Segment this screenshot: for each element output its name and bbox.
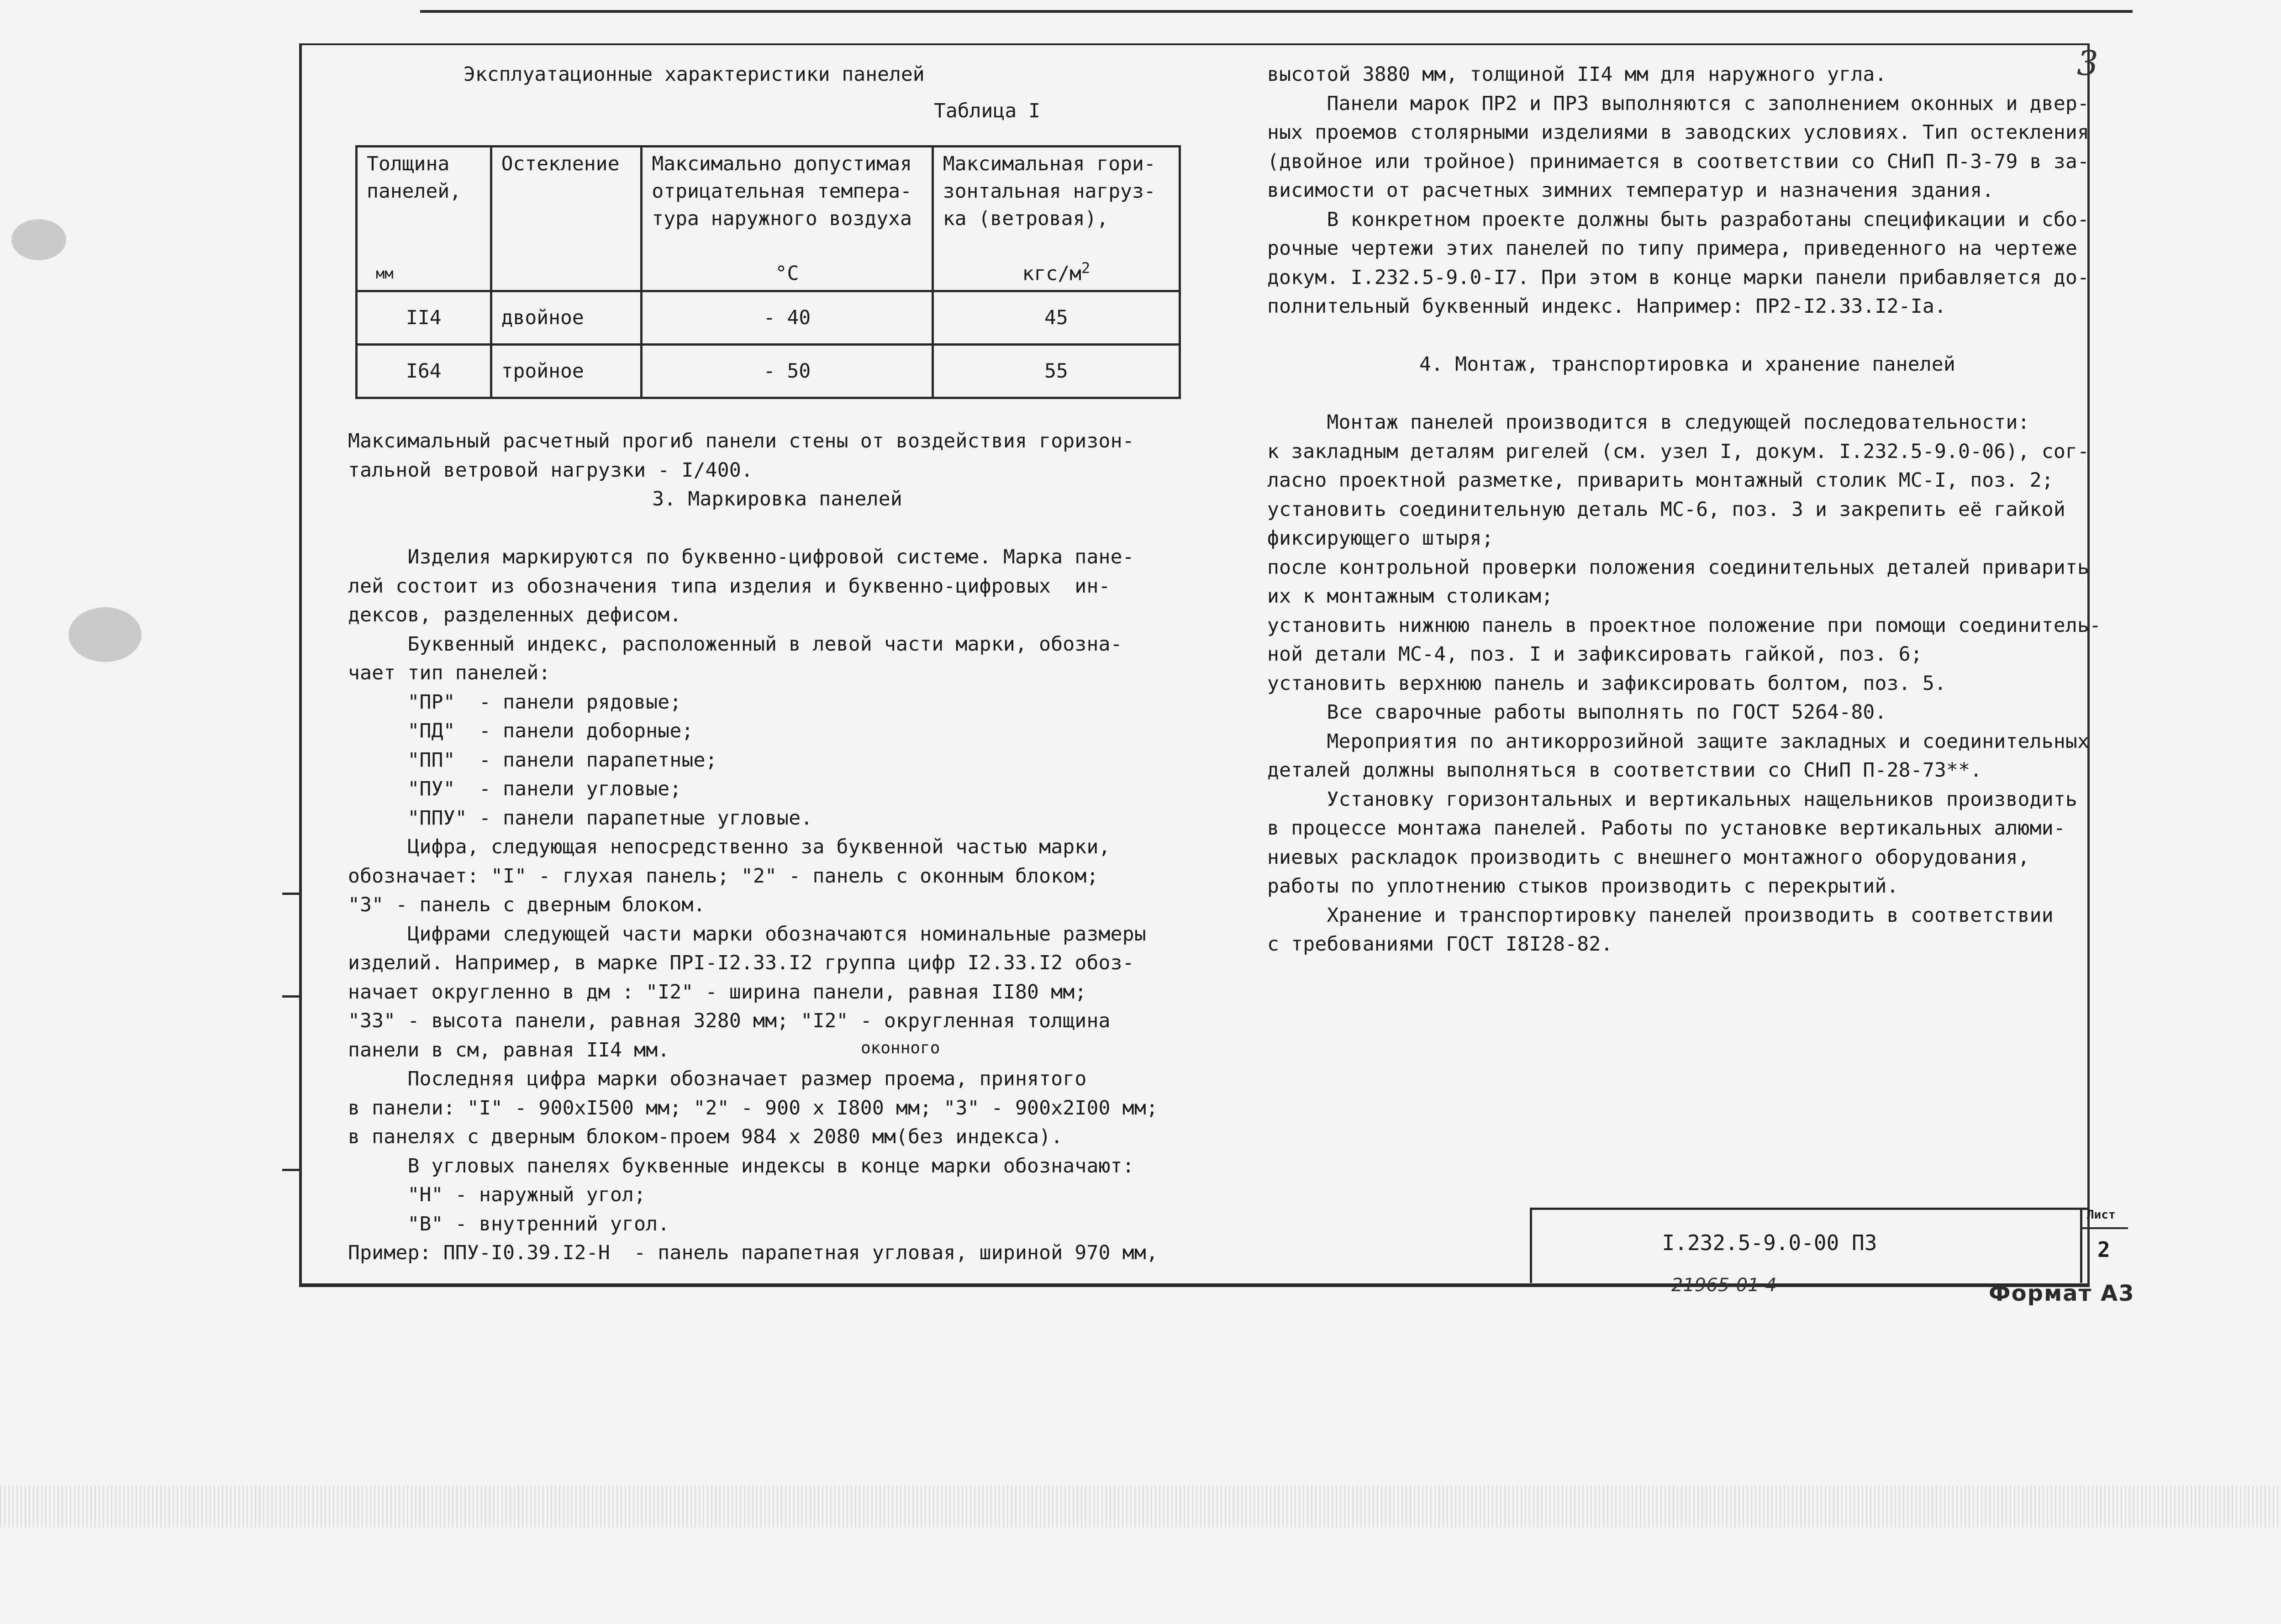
- text-line: Установку горизонтальных и вертикальных нащельников производить: [1267, 788, 2077, 811]
- margin-tick: [282, 1169, 300, 1171]
- sheet-label: Лист: [2087, 1208, 2116, 1222]
- title-block: [1530, 1208, 2116, 1283]
- text-line: деталей должны выполняться в соответствии со СНиП П-28-73**.: [1267, 759, 1982, 782]
- inventory-number: 21965-01 4: [1671, 1275, 1777, 1296]
- text-line: Изделия маркируются по буквенно-цифровой системе. Марка пане-: [348, 546, 1134, 568]
- left-column-text: [348, 427, 1206, 1268]
- text-line: "33" - высота панели, равная 3280 мм; "I2" - округленная толщина: [348, 1009, 1111, 1032]
- text-line: высотой 3880 мм, толщиной II4 мм для наружного угла.: [1267, 63, 1887, 86]
- text-line: тальной ветровой нагрузки - I/400.: [348, 458, 753, 482]
- text-line: Все сварочные работы выполнять по ГОСТ 5264-80.: [1267, 701, 1887, 724]
- table-row: II4 двойное - 40 45: [357, 291, 1180, 345]
- text-line: в панелях с дверным блоком-проем 984 х 2080 мм(без индекса).: [348, 1125, 1063, 1148]
- margin-tick: [282, 893, 300, 895]
- text-line: изделий. Например, в марке ПРI-I2.33.I2 группа цифр I2.33.I2 обоз-: [348, 951, 1134, 974]
- text-line: 4. Монтаж, транспортировка и хранение панелей: [1419, 353, 1955, 376]
- text-line: 3. Маркировка панелей: [652, 488, 902, 510]
- text-line: дексов, разделенных дефисом.: [348, 604, 682, 626]
- text-line: ласно проектной разметке, приварить монтажный столик МС-I, поз. 2;: [1267, 469, 2054, 492]
- text-line: "Н" - наружный угол;: [348, 1183, 646, 1206]
- text-line: рочные чертежи этих панелей по типу примера, приведенного на чертеже: [1267, 237, 2077, 260]
- text-line: Максимальный расчетный прогиб панели стены от воздействия горизон-: [348, 430, 1134, 452]
- sheet-number: 2: [2097, 1237, 2110, 1262]
- text-line: к закладным деталям ригелей (см. узел I, докум. I.232.5-9.0-06), сог-: [1267, 440, 2090, 463]
- text-line: "ПП" - панели парапетные;: [348, 748, 717, 772]
- text-line: Монтаж панелей производится в следующей последовательности:: [1267, 411, 2030, 434]
- text-line: работы по уплотнению стыков производить с перекрытий.: [1267, 875, 1899, 898]
- text-line: "ПД" - панели доборные;: [348, 720, 694, 742]
- header-load: Максимальная гори- зонтальная нагруз- ка (ветровая), кгс/$м^2$: [932, 147, 1180, 291]
- characteristics-table: [355, 145, 1181, 399]
- text-line: начает округленно в дм : "I2" - ширина панели, равная II80 мм;: [348, 980, 1087, 1004]
- text-line: установить верхнюю панель и зафиксировать болтом, поз. 5.: [1267, 672, 1947, 695]
- text-line: "В" - внутренний угол.: [348, 1212, 670, 1235]
- scan-noise: [0, 1486, 2281, 1527]
- top-rule: [420, 10, 2133, 13]
- text-line: ниевых раскладок производить с внешнего монтажного оборудования,: [1267, 846, 2030, 869]
- text-line: полнительный буквенный индекс. Например: ПР2-I2.33.I2-Iа.: [1267, 295, 1947, 318]
- table-number: Таблица I: [934, 100, 1040, 122]
- text-line: В конкретном проекте должны быть разработаны спецификации и сбо-: [1267, 208, 2090, 231]
- text-line: [1267, 321, 2107, 351]
- header-thickness: Толщина панелей, мм: [357, 147, 491, 291]
- right-column-text: [1267, 60, 2107, 959]
- text-line: "ПУ" - панели угловые;: [348, 778, 682, 800]
- text-line: панели в см, равная II4 мм.: [348, 1038, 670, 1062]
- table-header-row: [357, 147, 1180, 291]
- text-line: (двойное или тройное) принимается в соответствии со СНиП П-3-79 в за-: [1267, 150, 2090, 173]
- text-line: Мероприятия по антикоррозийной защите закладных и соединительных: [1267, 730, 2090, 753]
- text-line: с требованиями ГОСТ I8I28-82.: [1267, 933, 1613, 956]
- text-line: "3" - панель с дверным блоком.: [348, 893, 706, 916]
- text-line: Цифра, следующая непосредственно за буквенной частью марки,: [348, 836, 1111, 858]
- text-line: Последняя цифра марки обозначает размер проема, принятого: [348, 1067, 1087, 1090]
- header-temperature: Максимально допустимая отрицательная темпера- тура наружного воздуха °С: [642, 147, 932, 291]
- text-line: докум. I.232.5-9.0-I7. При этом в конце марки панели прибавляется до-: [1267, 266, 2090, 289]
- page-number: 3: [2077, 44, 2099, 83]
- text-line: ной детали МС-4, поз. I и зафиксировать гайкой, поз. 6;: [1267, 643, 1923, 666]
- text-line: Панели марок ПР2 и ПР3 выполняются с заполнением оконных и двер-: [1267, 92, 2090, 115]
- text-line: "ПР" - панели рядовые;: [348, 690, 682, 714]
- text-line: их к монтажным столикам;: [1267, 585, 1554, 608]
- margin-tick: [282, 995, 300, 998]
- scan-noise: [68, 607, 142, 662]
- sheet-cell-divider: [2082, 1227, 2128, 1229]
- text-line: "ППУ" - панели парапетные угловые.: [348, 806, 813, 830]
- text-line: [1267, 379, 2107, 409]
- text-line: В угловых панелях буквенные индексы в конце марки обозначают:: [348, 1154, 1134, 1177]
- text-line: ных проемов столярными изделиями в заводских условиях. Тип остекления: [1267, 121, 2090, 144]
- text-line: установить соединительную деталь МС-6, поз. 3 и закрепить её гайкой: [1267, 498, 2065, 521]
- text-line: после контрольной проверки положения соединительных деталей приварить: [1267, 556, 2090, 579]
- scan-noise: [11, 219, 66, 260]
- text-line: чает тип панелей:: [348, 662, 551, 684]
- text-line: [348, 514, 1206, 543]
- text-line: лей состоит из обозначения типа изделия и буквенно-цифровых ин-: [348, 574, 1111, 598]
- table-title: Эксплуатационные характеристики панелей: [464, 63, 925, 86]
- sheet-format: Формат А3: [1989, 1281, 2135, 1306]
- text-line: Хранение и транспортировку панелей производить в соответствии: [1267, 904, 2054, 927]
- document-code: I.232.5-9.0-00 ПЗ: [1662, 1230, 1877, 1255]
- header-glazing: Остекление: [491, 147, 642, 291]
- text-line: в процессе монтажа панелей. Работы по установке вертикальных алюми-: [1267, 817, 2065, 840]
- text-line: в панели: "I" - 900хI500 мм; "2" - 900 х I800 мм; "3" - 900х2I00 мм;: [348, 1096, 1158, 1119]
- text-line: обозначает: "I" - глухая панель; "2" - панель с оконным блоком;: [348, 864, 1099, 888]
- text-line: Пример: ППУ-I0.39.I2-Н - панель парапетная угловая, шириной 970 мм,: [348, 1241, 1158, 1264]
- text-line: Цифрами следующей части марки обозначаются номинальные размеры: [348, 922, 1146, 946]
- text-line: фиксирующего штыря;: [1267, 527, 1494, 550]
- text-line: висимости от расчетных зимних температур и назначения здания.: [1267, 179, 1994, 202]
- inserted-word: оконного: [861, 1039, 940, 1057]
- table-row: I64 тройное - 50 55: [357, 345, 1180, 398]
- sheet-cell-border: [2080, 1210, 2082, 1283]
- text-line: Буквенный индекс, расположенный в левой части марки, обозна-: [348, 632, 1122, 656]
- text-line: установить нижнюю панель в проектное положение при помощи соединитель-: [1267, 614, 2102, 637]
